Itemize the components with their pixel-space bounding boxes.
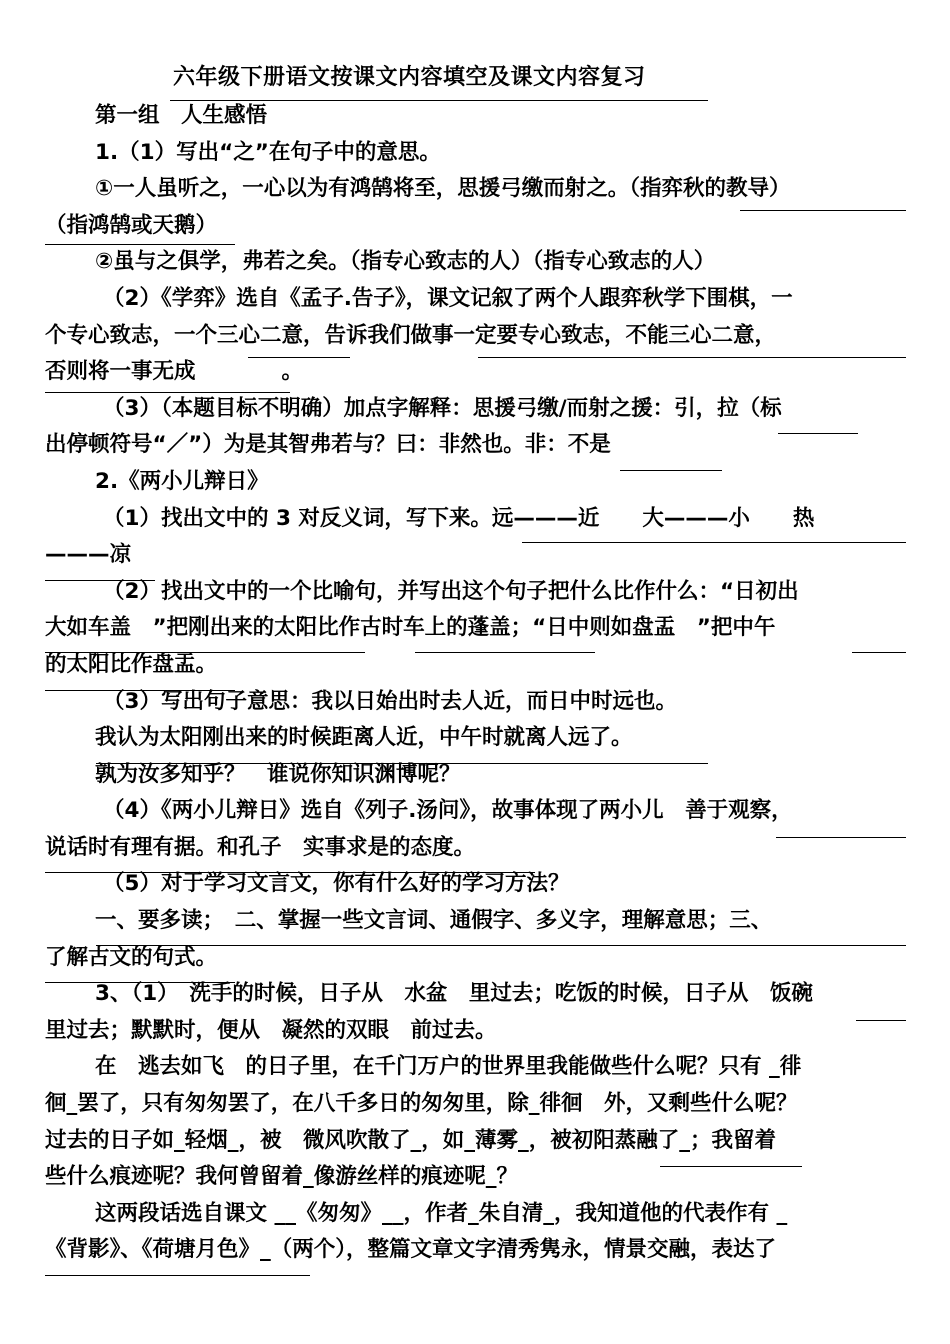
answer-underline: [478, 357, 906, 358]
answer-underline: [45, 690, 235, 691]
answer-underline: [45, 982, 235, 983]
text-line: （3）（本题目标不明确）加点字解释：思援弓缴/而射之援：引，拉（标: [103, 395, 782, 421]
text-line: 出停顿符号“／”）为是其智弗若与？曰：非然也。非：不是: [45, 432, 611, 458]
text-line: 里过去；默默时，便从 凝然的双眼 前过去。: [45, 1017, 497, 1043]
answer-underline: [856, 1020, 906, 1021]
text-line: 1.（1）写出“之”在句子中的意思。: [95, 139, 441, 165]
text-line: 大如车盖 ”把刚出来的太阳比作古时车上的蓬盖；“日中则如盘盂 ”把中午: [45, 615, 776, 641]
text-line: （2）《学弈》选自《孟子.告子》，课文记叙了两个人跟弈秋学下围棋，一: [103, 285, 793, 311]
text-line: 些什么痕迹呢？我何曾留着_像游丝样的痕迹呢_？: [45, 1164, 519, 1190]
answer-underline: [778, 433, 858, 434]
answer-underline: [740, 210, 906, 211]
text-line: （4）《两小儿辩日》选自《列子.汤问》，故事体现了两小儿 善于观察，: [103, 798, 793, 824]
answer-underline: [248, 357, 350, 358]
answer-underline: [620, 470, 722, 471]
text-line: 孰为汝多知乎？ 谁说你知识渊博呢？: [95, 761, 461, 787]
text-line: 在 逃去如飞 的日子里，在千门万户的世界里我能做些什么呢？只有 _徘: [95, 1054, 802, 1080]
text-line: 第一组 人生感悟: [95, 103, 268, 128]
text-line: 说话时有理有据。和孔子 实事求是的态度。: [45, 834, 476, 860]
text-line: 徊_罢了，只有匆匆罢了，在八千多日的匆匆里，除_徘徊 外，又剩些什么呢？: [45, 1091, 798, 1117]
answer-underline: [45, 1275, 310, 1276]
answer-underline: [415, 652, 595, 653]
answer-underline: [776, 837, 906, 838]
answer-underline: [45, 244, 235, 245]
text-line: 3、（1） 洗手的时候，日子从 水盆 里过去；吃饭的时候，日子从 饭碗: [95, 981, 813, 1007]
text-line: 《背影》、《荷塘月色》_（两个），整篇文章文字清秀隽永，情景交融，表达了: [45, 1237, 777, 1263]
document-body: [45, 98, 908, 1269]
text-line: （2）找出文中的一个比喻句，并写出这个句子把什么比作什么：“日初出: [103, 578, 799, 604]
answer-underline: [852, 652, 906, 653]
answer-underline: [96, 945, 906, 946]
text-line: 2.《两小儿辩日》: [95, 468, 269, 494]
answer-underline: [45, 392, 290, 393]
text-line: 这两段话选自课文 __《匆匆》__，作者_朱自清_，我知道他的代表作有 _: [95, 1200, 788, 1226]
text-line: 我认为太阳刚出来的时候距离人近，中午时就离人远了。: [95, 725, 633, 751]
text-line: 否则将一事无成 。: [45, 359, 304, 385]
answer-underline: [96, 763, 708, 764]
text-line: （1）找出文中的 3 对反义词，写下来。远———近 大———小 热: [103, 505, 815, 531]
text-line: 的太阳比作盘盂。: [45, 651, 218, 677]
text-line: （指鸿鹄或天鹅）: [45, 212, 218, 238]
text-line: ①一人虽听之，一心以为有鸿鹄将至，思援弓缴而射之。（指弈秋的教导）: [95, 176, 791, 202]
text-line: ———凉: [45, 542, 132, 568]
answer-underline: [45, 580, 155, 581]
text-line: （5）对于学习文言文，你有什么好的学习方法？: [103, 871, 570, 897]
answer-underline: [170, 100, 708, 101]
text-line: （3）写出句子意思：我以日始出时去人近，而日中时远也。: [103, 688, 677, 714]
answer-underline: [522, 542, 906, 543]
answer-underline: [660, 1166, 802, 1167]
document-title: 六年级下册语文按课文内容填空及课文内容复习: [173, 65, 646, 90]
text-line: 了解古文的句式。: [45, 944, 218, 970]
text-line: 过去的日子如_轻烟_，被 微风吹散了_，如_薄雾_，被初阳蒸融了_；我留着: [45, 1127, 777, 1153]
text-line: 一、要多读； 二、掌握一些文言词、通假字、多义字，理解意思；三、: [95, 908, 773, 934]
text-line: 个专心致志，一个三心二意，告诉我们做事一定要专心致志，不能三心二意，: [45, 322, 777, 348]
text-line: ②虽与之俱学，弗若之矣。（指专心致志的人）（指专心致志的人）: [95, 249, 716, 275]
answer-underline: [45, 872, 535, 873]
answer-underline: [45, 652, 365, 653]
